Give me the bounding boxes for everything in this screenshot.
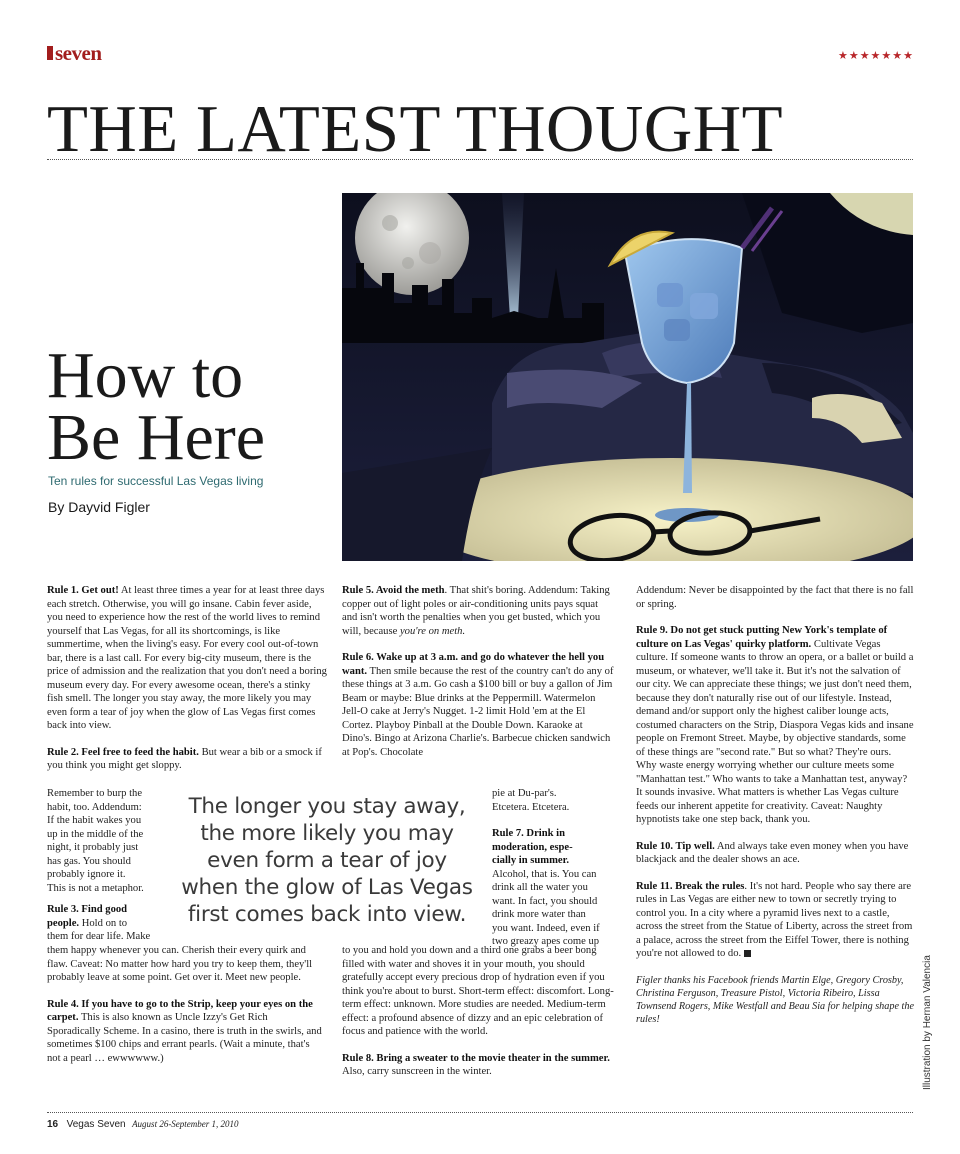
page-footer <box>47 1119 239 1130</box>
rule-7-continued: to you and hold you down and a third one grabs a beer bong filled with water and shoves it in your mouth, you should gratefully accept every precious drop of hydration even if you think you're about to burst. Short-term effect: discomfort. Long-term effect: unknown. More studies are needed. Medium-term effect: a profound absence of dizzy and an epic celebration of focus and patience with the world. <box>342 945 614 1037</box>
rule-7-heading-part: cially in summer. <box>492 855 570 866</box>
title-line-1: How to <box>47 339 244 412</box>
end-mark-icon <box>744 950 751 957</box>
column-2-wrap <box>492 787 614 949</box>
rule-2-wrap <box>47 787 167 895</box>
rule-4-text: This is also known as Uncle Izzy's Get Rich Sporadically Scheme. In a casino, there is truth in the swirls, and sometimes $100 chips and errant pearls. (Wait a minute, that's not a pearl … ewwwwww.) <box>47 1012 322 1064</box>
rule-2-line: probably ignore it. <box>47 869 126 880</box>
rule-7-heading-line <box>492 841 614 855</box>
rule-2-line: If the habit wakes you <box>47 815 142 826</box>
column-1-bottom <box>47 944 322 1078</box>
rule-10 <box>636 840 914 867</box>
page-number: 16 <box>47 1119 59 1130</box>
addendum: Addendum: Never be disappointed by the fact that there is no fall or spring. <box>636 585 914 610</box>
bottom-divider <box>47 1112 913 1113</box>
rule-9-heading: Rule 9. Do not get stuck putting New York's template of culture on Las Vegas' quirky platform. <box>636 625 888 650</box>
top-divider <box>47 159 913 160</box>
byline: By Dayvid Figler <box>48 499 150 515</box>
title-line-2: Be Here <box>47 401 266 474</box>
rule-5 <box>342 584 614 638</box>
rule-5-heading: Rule 5. Avoid the meth <box>342 585 445 596</box>
logo-text: seven <box>55 41 102 65</box>
rule-7-line: Alcohol, that is. You can <box>492 868 597 880</box>
rule-6-text: Then smile because the rest of the country can't do any of these things at 3 a.m. Go cash a $100 bill or buy a gallon of Jim Beam or maybe: Blue drinks at the Peppermill. Watermelon Jell-O cake at Jerry's Nugget. 1-2 limit Hold 'em at the El Cortez. Playboy Pinball at the Double Down. Karaoke at Dino's. Bingo at Arizona Charlie's. Barbecue chicken sandwich at Pop's. Chocolate <box>342 665 614 758</box>
rule-2-intro <box>47 746 327 773</box>
pull-quote-line: the more likely you may <box>200 821 454 846</box>
rule-6-heading: Rule 6. Wake up at 3 a.m. and go do whatever the hell you want. <box>342 652 605 677</box>
rule-10-text: And always take even money when you have blackjack and the dealer shows an ace. <box>636 840 909 865</box>
issue-date: August 26-September 1, 2010 <box>132 1119 239 1129</box>
rule-2-text: But wear a bib or a smock if you think you might get sloppy. <box>47 746 322 771</box>
illustration-credit: Illustration by Hernan Valencia <box>922 955 933 1090</box>
rule-2-line: has gas. You should <box>47 855 131 867</box>
rule-7-line: drink more water than <box>492 909 586 920</box>
rule-3-heading-part: Rule 3. Find good <box>47 904 128 915</box>
magazine-name: Vegas Seven <box>66 1119 126 1130</box>
rule-7-heading-line <box>492 854 614 868</box>
rule-3-heading-line <box>47 917 177 931</box>
rule-3-text-line: Hold on to <box>81 917 128 929</box>
acknowledgments: Figler thanks his Facebook friends Martin Elge, Gregory Crosby, Christina Ferguson, Treasure Pistol, Victoria Ribeiro, Lissa Townsend Rogers, Mike Westfall and Beau Sia for helping shape the rules! <box>636 974 914 1025</box>
article-deck: Ten rules for successful Las Vegas living <box>48 474 264 488</box>
rule-3-heading-part: people. <box>47 917 80 929</box>
rule-7-heading-part: moderation, espe- <box>492 841 573 853</box>
rule-2-line: night, it probably just <box>47 842 139 853</box>
rule-3-text-line: them for dear life. Make <box>47 931 151 942</box>
rule-2-line: habit, too. Addendum: <box>47 801 142 813</box>
rule-3-wrap <box>47 903 177 944</box>
column-2-top <box>342 584 614 772</box>
rule-10-heading: Rule 10. Tip well. <box>636 840 715 852</box>
rule-2-line: Remember to burp the <box>47 788 143 799</box>
rule-7-line: you want. Indeed, even if <box>492 922 600 934</box>
pull-quote <box>172 793 482 928</box>
column-1-top <box>47 584 327 786</box>
pull-quote-line: first comes back into view. <box>187 902 467 927</box>
rule-6 <box>342 651 614 759</box>
pull-quote-line: The longer you stay away, <box>188 794 466 819</box>
column-2-bottom <box>342 944 614 1092</box>
rule-8 <box>342 1052 614 1079</box>
rule-1-text: At least three times a year for at least three days each stretch. Otherwise, you will go insane. Cabin fever aside, you need to experience how the rest of the world lives to remind yourself that Las Vegas, for all its shortcomings, is like summertime, when the living's easy. For every cool out-of-town bar, there is a last call. For every big-city museum, there is the price of admission and the realization that you don't need a boring museum every day. For every awesome ocean, there's a stinky fish smell. The longer you stay away, the more likely you may even form a tear of joy when the glow of Las Vegas first comes back into view. <box>47 585 327 731</box>
rating-stars: ★★★★★★★ <box>837 50 914 62</box>
rule-2-line: up in the middle of the <box>47 828 144 840</box>
rule-9-text: Cultivate Vegas culture. If someone wants to throw an opera, or a ballet or build a museum, or whatever, we'll take it. But it's not the salvation of our city. We can appreciate these things; we just don't need them, because they don't naturally rise out of our lifestyle. Instead, demand and/or support only the highest caliber lounge acts, costumed characters on the Strip, Diaspora Vegas kids and insane people on Fremont Street. Maybe, by objective standards, some of these things are "second rate." But so what? They're ours. Why waste energy worrying whether our culture meets some "Manhattan test." Who wants to take a Manhattan test, anyway? It sounds invasive. What matters is whether Las Vegas culture feeds our inherent appetite for creativity. Caveat: Naughty hypnotists take one step back, thank you. <box>636 638 914 825</box>
logo-mark <box>47 46 53 60</box>
pull-quote-line: even form a tear of joy <box>207 848 447 873</box>
article-illustration <box>342 193 913 561</box>
rule-8-text: Also, carry sunscreen in the winter. <box>342 1066 492 1077</box>
rule-11-heading: Rule 11. Break the rules <box>636 880 745 892</box>
rule-7-line: want. In fact, you should <box>492 895 598 907</box>
rule-11 <box>636 880 914 961</box>
article-title <box>47 339 337 474</box>
rule-4-heading: Rule 4. If you have to go to the Strip, keep your eyes on the carpet. <box>47 998 313 1023</box>
rule-3-heading-line <box>47 903 177 917</box>
rule-1 <box>47 584 327 733</box>
section-title: THE LATEST THOUGHT <box>47 92 784 166</box>
rule-2-line: This is not a metaphor. <box>47 882 144 894</box>
rule-6-line: Etcetera. Etcetera. <box>492 801 570 813</box>
rule-7-heading-part: Rule 7. Drink in <box>492 828 565 839</box>
column-3 <box>636 584 914 1039</box>
rule-7-line: drink all the water you <box>492 882 588 893</box>
rule-7-line: two greazy apes come up <box>492 936 600 947</box>
rule-5-emphasis: you're on meth. <box>399 625 466 637</box>
rule-2-heading: Rule 2. Feel free to feed the habit. <box>47 746 199 758</box>
rule-7-heading-line <box>492 827 614 841</box>
rule-1-heading: Rule 1. Get out! <box>47 585 119 596</box>
rule-9 <box>636 624 914 827</box>
rule-5-text: . That shit's boring. Addendum: Taking copper out of light poles or air-conditioning units pays squat and isn't worth the penalties when you get busted, which you will, because <box>342 585 610 637</box>
rule-11-text: . It's not hard. People who say there are rules in Las Vegas are either new to town or secretly trying to control you. In a city where a pyramid lives next to a castle, across the street from the Statue of Liberty, across the street from a palace, across the street from the Eiffel Tower, there is nothing you're not allowed to do. <box>636 880 913 959</box>
rule-8-heading: Rule 8. Bring a sweater to the movie theater in the summer. <box>342 1052 610 1064</box>
rule-6-line: pie at Du-par's. <box>492 788 557 799</box>
rule-4 <box>47 998 322 1066</box>
magazine-logo <box>47 42 137 64</box>
rule-3-continued: them happy whenever you can. Cherish their every quirk and flaw. Caveat: No matter how hard you try to keep them, they'll probably leave at some point. Get over it. Meet new people. <box>47 945 313 983</box>
pull-quote-line: when the glow of Las Vegas <box>181 875 473 900</box>
